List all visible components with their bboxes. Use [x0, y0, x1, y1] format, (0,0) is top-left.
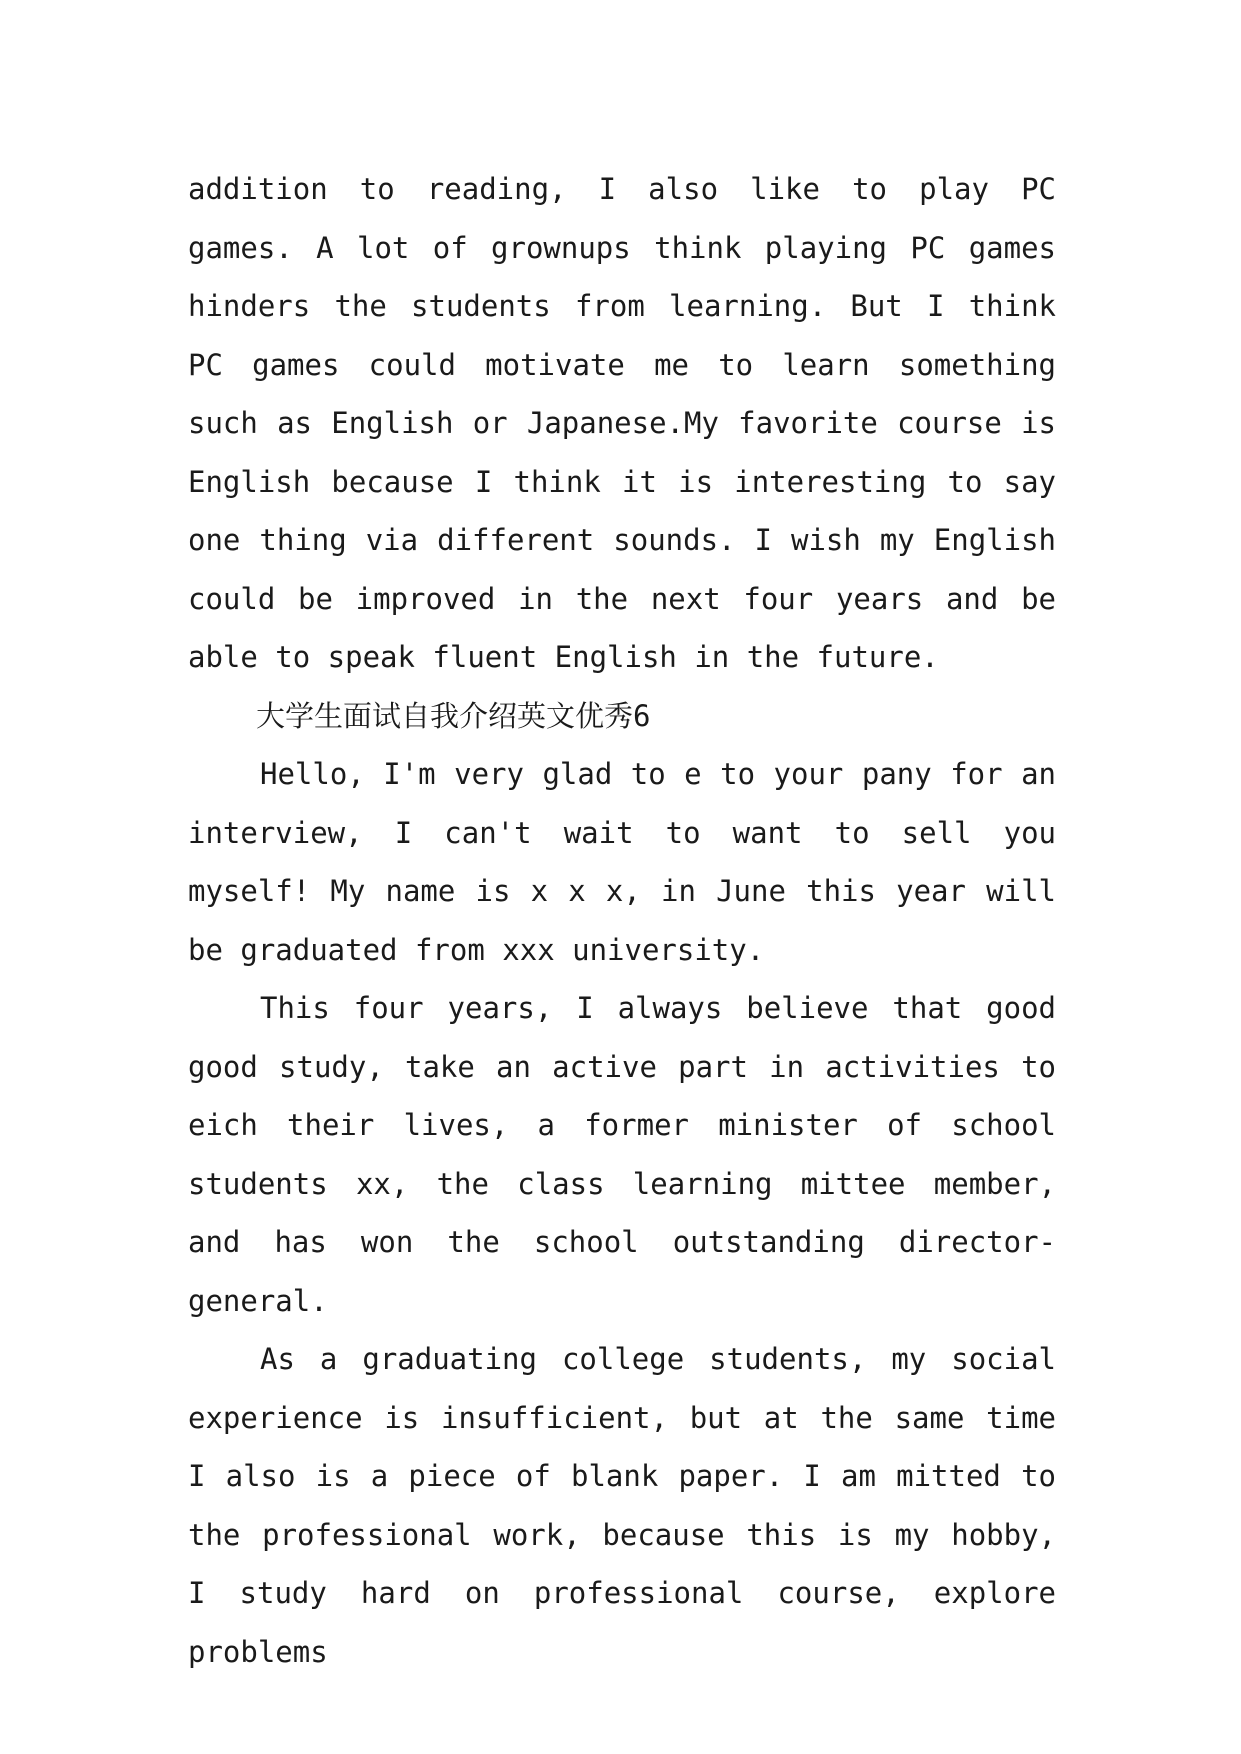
paragraph-continued: addition to reading, I also like to play PC games. A lot of grownups think playing PC games hinders the students from learning. But I think PC games could motivate me to learn something such as English or Japanese.My favorite course is English because I think it is interesting to say one thing via different sounds. I wish my English could be improved in the next four years and be able to speak fluent English in the future. — [188, 172, 1056, 674]
paragraph-experience: As a graduating college students, my social experience is insufficient, but at the same time I also is a piece of blank paper. I am mitted to the professional work, because this is my hobby, I study hard on professional course, explore problems — [188, 1342, 1056, 1669]
paragraph-greeting: Hello, I'm very glad to e to your pany for an interview, I can't wait to want to sell you myself! My name is x x x, in June this year will be graduated from xxx university. — [188, 757, 1056, 967]
paragraph-university-years: This four years, I always believe that good good study, take an active part in activities to eich their lives, a former minister of school students xx, the class learning mittee member, and has won the school outstanding director-general. — [188, 991, 1056, 1318]
section-heading: 大学生面试自我介绍英文优秀6 — [256, 698, 651, 733]
document-page — [188, 160, 1056, 1681]
